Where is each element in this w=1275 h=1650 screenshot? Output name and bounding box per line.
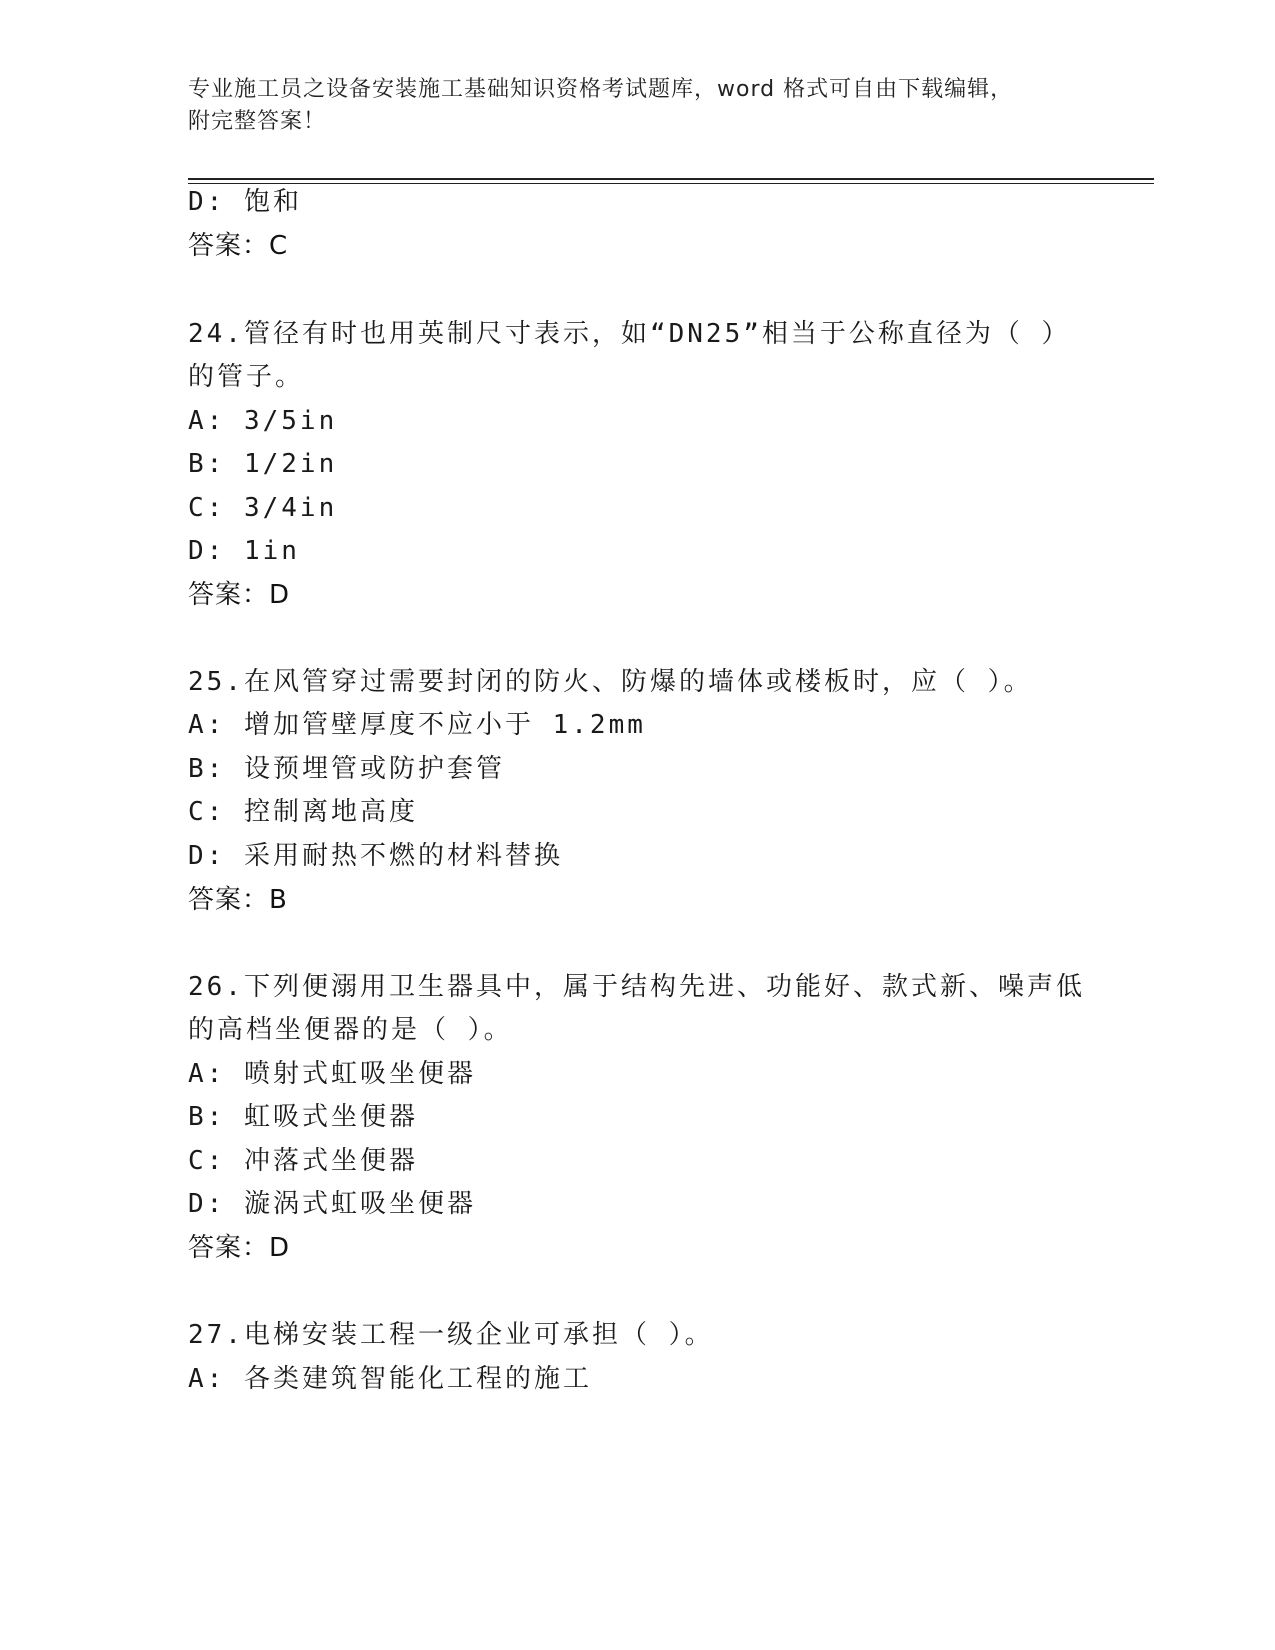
q26-answer: 答案：D [188, 1233, 291, 1263]
q26-option-a: A: 喷射式虹吸坐便器 [188, 1059, 476, 1089]
document-header [188, 74, 1088, 138]
q26-stem-line-1: 26.下列便溺用卫生器具中，属于结构先进、功能好、款式新、噪声低 [188, 972, 1085, 1002]
q24-answer: 答案：D [188, 580, 291, 610]
q24-stem-line-1: 24.管径有时也用英制尺寸表示，如“DN25”相当于公称直径为（ ） [188, 319, 1071, 349]
q24-option-c: C: 3/4in [188, 493, 338, 523]
prev-option-d: D: 饱和 [188, 187, 302, 217]
header-line-2: 附完整答案！ [188, 109, 327, 134]
q25-answer: 答案：B [188, 885, 288, 915]
q26-option-b: B: 虹吸式坐便器 [188, 1102, 418, 1132]
q24-option-d: D: 1in [188, 536, 300, 566]
q25-option-c: C: 控制离地高度 [188, 797, 418, 827]
header-divider-thick [188, 178, 1154, 180]
q25-option-b: B: 设预埋管或防护套管 [188, 754, 505, 784]
q24-option-b: B: 1/2in [188, 449, 338, 479]
q25-option-a: A: 增加管壁厚度不应小于 1.2mm [188, 710, 646, 740]
q26-option-c: C: 冲落式坐便器 [188, 1146, 418, 1176]
q25-option-d: D: 采用耐热不燃的材料替换 [188, 841, 563, 871]
header-divider-thin [188, 183, 1154, 184]
q27-option-a: A: 各类建筑智能化工程的施工 [188, 1364, 592, 1394]
prev-answer: 答案：C [188, 231, 289, 261]
q24-option-a: A: 3/5in [188, 406, 338, 436]
q26-stem-line-2: 的高档坐便器的是（ ）。 [188, 1015, 513, 1045]
q25-stem-line-1: 25.在风管穿过需要封闭的防火、防爆的墙体或楼板时，应（ ）。 [188, 667, 1033, 697]
header-line-1: 专业施工员之设备安装施工基础知识资格考试题库，word 格式可自由下载编辑， [188, 77, 1014, 102]
q27-stem-line-1: 27.电梯安装工程一级企业可承担（ ）。 [188, 1320, 714, 1350]
q26-option-d: D: 漩涡式虹吸坐便器 [188, 1189, 476, 1219]
q24-stem-line-2: 的管子。 [188, 362, 305, 392]
